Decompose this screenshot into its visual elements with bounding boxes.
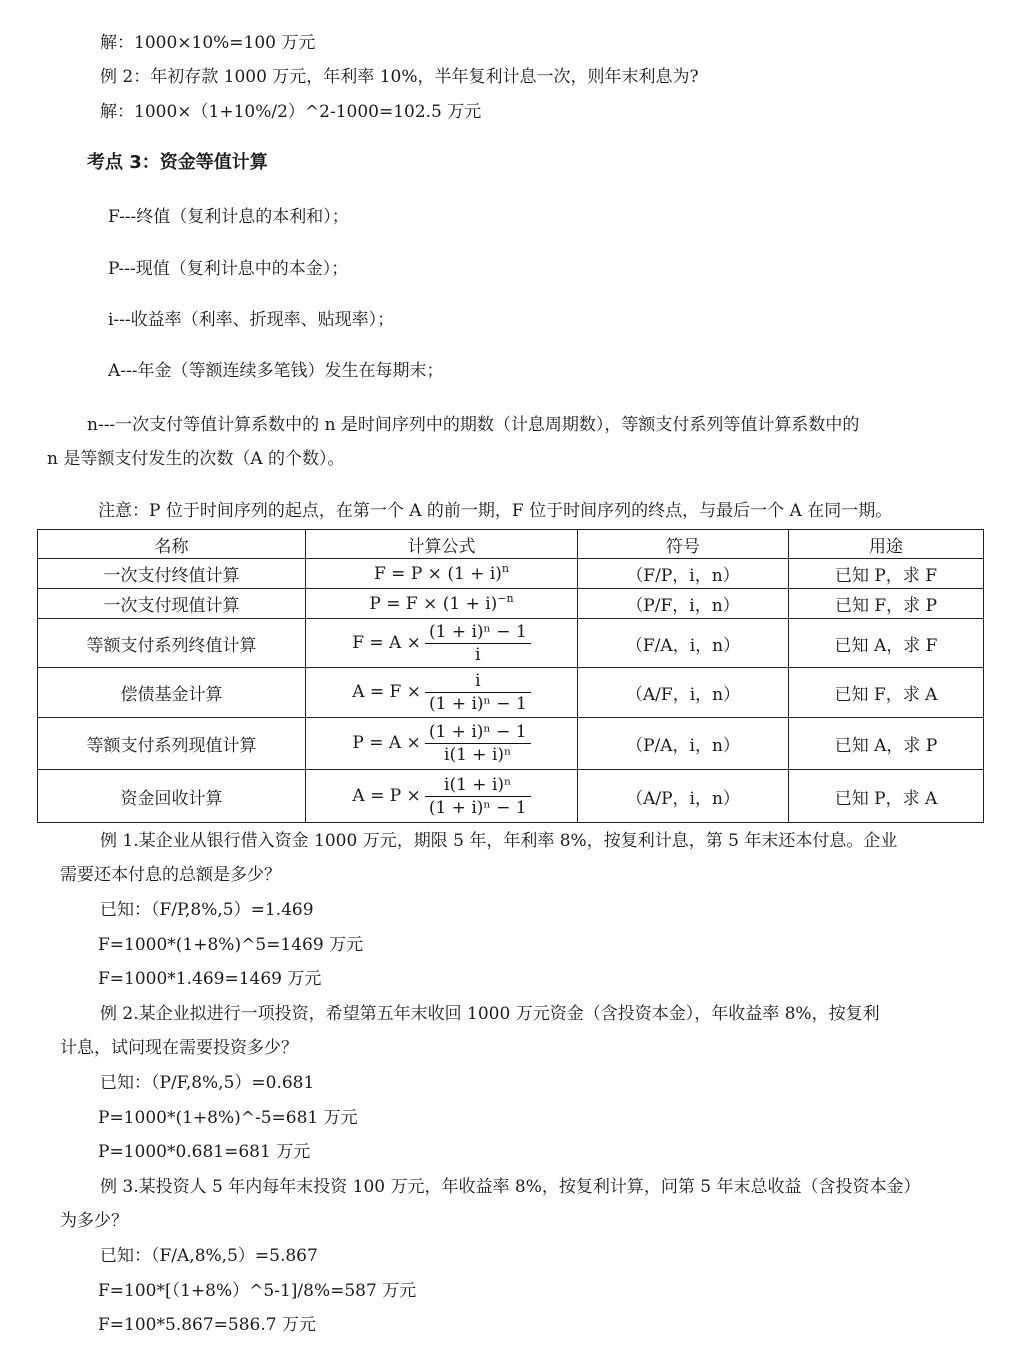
formula-lhs: F = P × xyxy=(373,563,442,584)
row-name: 一次支付终值计算 xyxy=(38,559,306,589)
row-use: 已知 A，求 F xyxy=(789,619,984,668)
row-symbol: （P/F，i，n） xyxy=(578,589,789,619)
row-use: 已知 P，求 A xyxy=(789,770,984,823)
row-name: 偿债基金计算 xyxy=(38,668,306,718)
row-symbol: （P/A，i，n） xyxy=(578,718,789,770)
formula-denominator: i(1 + i)ⁿ xyxy=(444,745,512,765)
formula-lhs: A = F × xyxy=(352,682,421,702)
example-2-given: 已知：（P/F,8%,5）=0.681 xyxy=(100,1073,315,1093)
header-use: 用途 xyxy=(789,530,984,559)
formula-denominator: (1 + i)ⁿ − 1 xyxy=(428,797,527,818)
solution-1: 解：1000×10%=100 万元 xyxy=(100,33,316,53)
header-formula: 计算公式 xyxy=(306,530,578,559)
table-row xyxy=(38,770,984,823)
table-header-row xyxy=(38,530,984,559)
def-i: i---收益率（利率、折现率、贴现率）； xyxy=(108,310,395,330)
def-n-line2: n 是等额支付发生的次数（A 的个数）。 xyxy=(47,449,345,469)
row-formula xyxy=(306,589,578,619)
example-3-line2: 为多少？ xyxy=(60,1211,128,1231)
formula-base: (1 + i) xyxy=(447,563,502,584)
section-heading: 考点 3：资金等值计算 xyxy=(87,152,268,173)
example-1-line2: 需要还本付息的总额是多少？ xyxy=(60,865,281,885)
row-formula xyxy=(306,770,578,823)
formula-exponent: −n xyxy=(497,591,514,605)
def-f: F---终值（复利计息的本利和）； xyxy=(108,207,349,227)
example-3-calc2: F=100*5.867=586.7 万元 xyxy=(98,1315,316,1335)
row-symbol: （A/F，i，n） xyxy=(578,668,789,718)
table-row xyxy=(38,559,984,589)
example-3-calc1: F=100*[（1+8%）^5-1]/8%=587 万元 xyxy=(98,1281,417,1301)
formula-table xyxy=(37,529,984,823)
row-use: 已知 F，求 A xyxy=(789,668,984,718)
example-1-calc2: F=1000*1.469=1469 万元 xyxy=(98,969,322,989)
row-symbol: （F/A，i，n） xyxy=(578,619,789,668)
row-symbol: （A/P，i，n） xyxy=(578,770,789,823)
table-row xyxy=(38,668,984,718)
header-symbol: 符号 xyxy=(578,530,789,559)
row-symbol: （F/P，i，n） xyxy=(578,559,789,589)
row-name: 等额支付系列现值计算 xyxy=(38,718,306,770)
formula-lhs: P = A × xyxy=(352,733,421,753)
def-n-line1: n---一次支付等值计算系数中的 n 是时间序列中的期数（计息周期数），等额支付系列等值计算系数中的 xyxy=(87,415,860,435)
formula-denominator: i xyxy=(475,644,481,665)
example-2-question: 例 2：年初存款 1000 万元，年利率 10%，半年复利计息一次，则年末利息为? xyxy=(100,67,699,87)
example-3-line1: 例 3.某投资人 5 年内每年末投资 100 万元，年收益率 8%，按复利计算，问第 5 年末总收益（含投资本金） xyxy=(100,1177,921,1197)
example-1-calc1: F=1000*(1+8%)^5=1469 万元 xyxy=(98,935,364,955)
example-1-given: 已知：（F/P,8%,5）=1.469 xyxy=(100,900,314,920)
table-row xyxy=(38,589,984,619)
example-2-calc2: P=1000*0.681=681 万元 xyxy=(98,1142,311,1162)
example-2-calc1: P=1000*(1+8%)^-5=681 万元 xyxy=(98,1108,358,1128)
example-1-line1: 例 1.某企业从银行借入资金 1000 万元，期限 5 年，年利率 8%，按复利计息，第 5 年末还本付息。企业 xyxy=(100,831,898,851)
formula-exponent: n xyxy=(501,561,509,575)
row-use: 已知 F，求 P xyxy=(789,589,984,619)
header-name: 名称 xyxy=(38,530,306,559)
row-name: 等额支付系列终值计算 xyxy=(38,619,306,668)
formula-numerator: (1 + i)ⁿ − 1 xyxy=(425,621,531,644)
def-p: P---现值（复利计息中的本金）； xyxy=(108,259,349,279)
table-row xyxy=(38,619,984,668)
example-2-line2: 计息，试问现在需要投资多少？ xyxy=(60,1038,298,1058)
formula-denominator: (1 + i)ⁿ − 1 xyxy=(428,694,527,714)
row-formula xyxy=(306,718,578,770)
formula-numerator: (1 + i)ⁿ − 1 xyxy=(425,721,531,744)
formula-base: (1 + i) xyxy=(442,593,498,614)
row-formula xyxy=(306,668,578,718)
row-name: 一次支付现值计算 xyxy=(38,589,306,619)
row-name: 资金回收计算 xyxy=(38,770,306,823)
solution-2: 解：1000×（1+10%/2）^2-1000=102.5 万元 xyxy=(100,102,482,122)
formula-lhs: F = A × xyxy=(352,632,421,653)
def-a: A---年金（等额连续多笔钱）发生在每期末； xyxy=(108,361,444,381)
row-use: 已知 P，求 F xyxy=(789,559,984,589)
note: 注意：P 位于时间序列的起点，在第一个 A 的前一期，F 位于时间序列的终点，与最后一个 A 在同一期。 xyxy=(98,501,893,521)
formula-numerator: i(1 + i)ⁿ xyxy=(425,774,531,797)
formula-numerator: i xyxy=(425,670,531,693)
formula-lhs: P = F × xyxy=(369,593,438,614)
row-formula xyxy=(306,559,578,589)
formula-lhs: A = P × xyxy=(352,785,421,806)
row-formula xyxy=(306,619,578,668)
table-row xyxy=(38,718,984,770)
example-2-line1: 例 2.某企业拟进行一项投资，希望第五年末收回 1000 万元资金（含投资本金），年收益率 8%，按复利 xyxy=(100,1004,880,1024)
example-3-given: 已知：（F/A,8%,5）=5.867 xyxy=(100,1246,318,1266)
row-use: 已知 A，求 P xyxy=(789,718,984,770)
